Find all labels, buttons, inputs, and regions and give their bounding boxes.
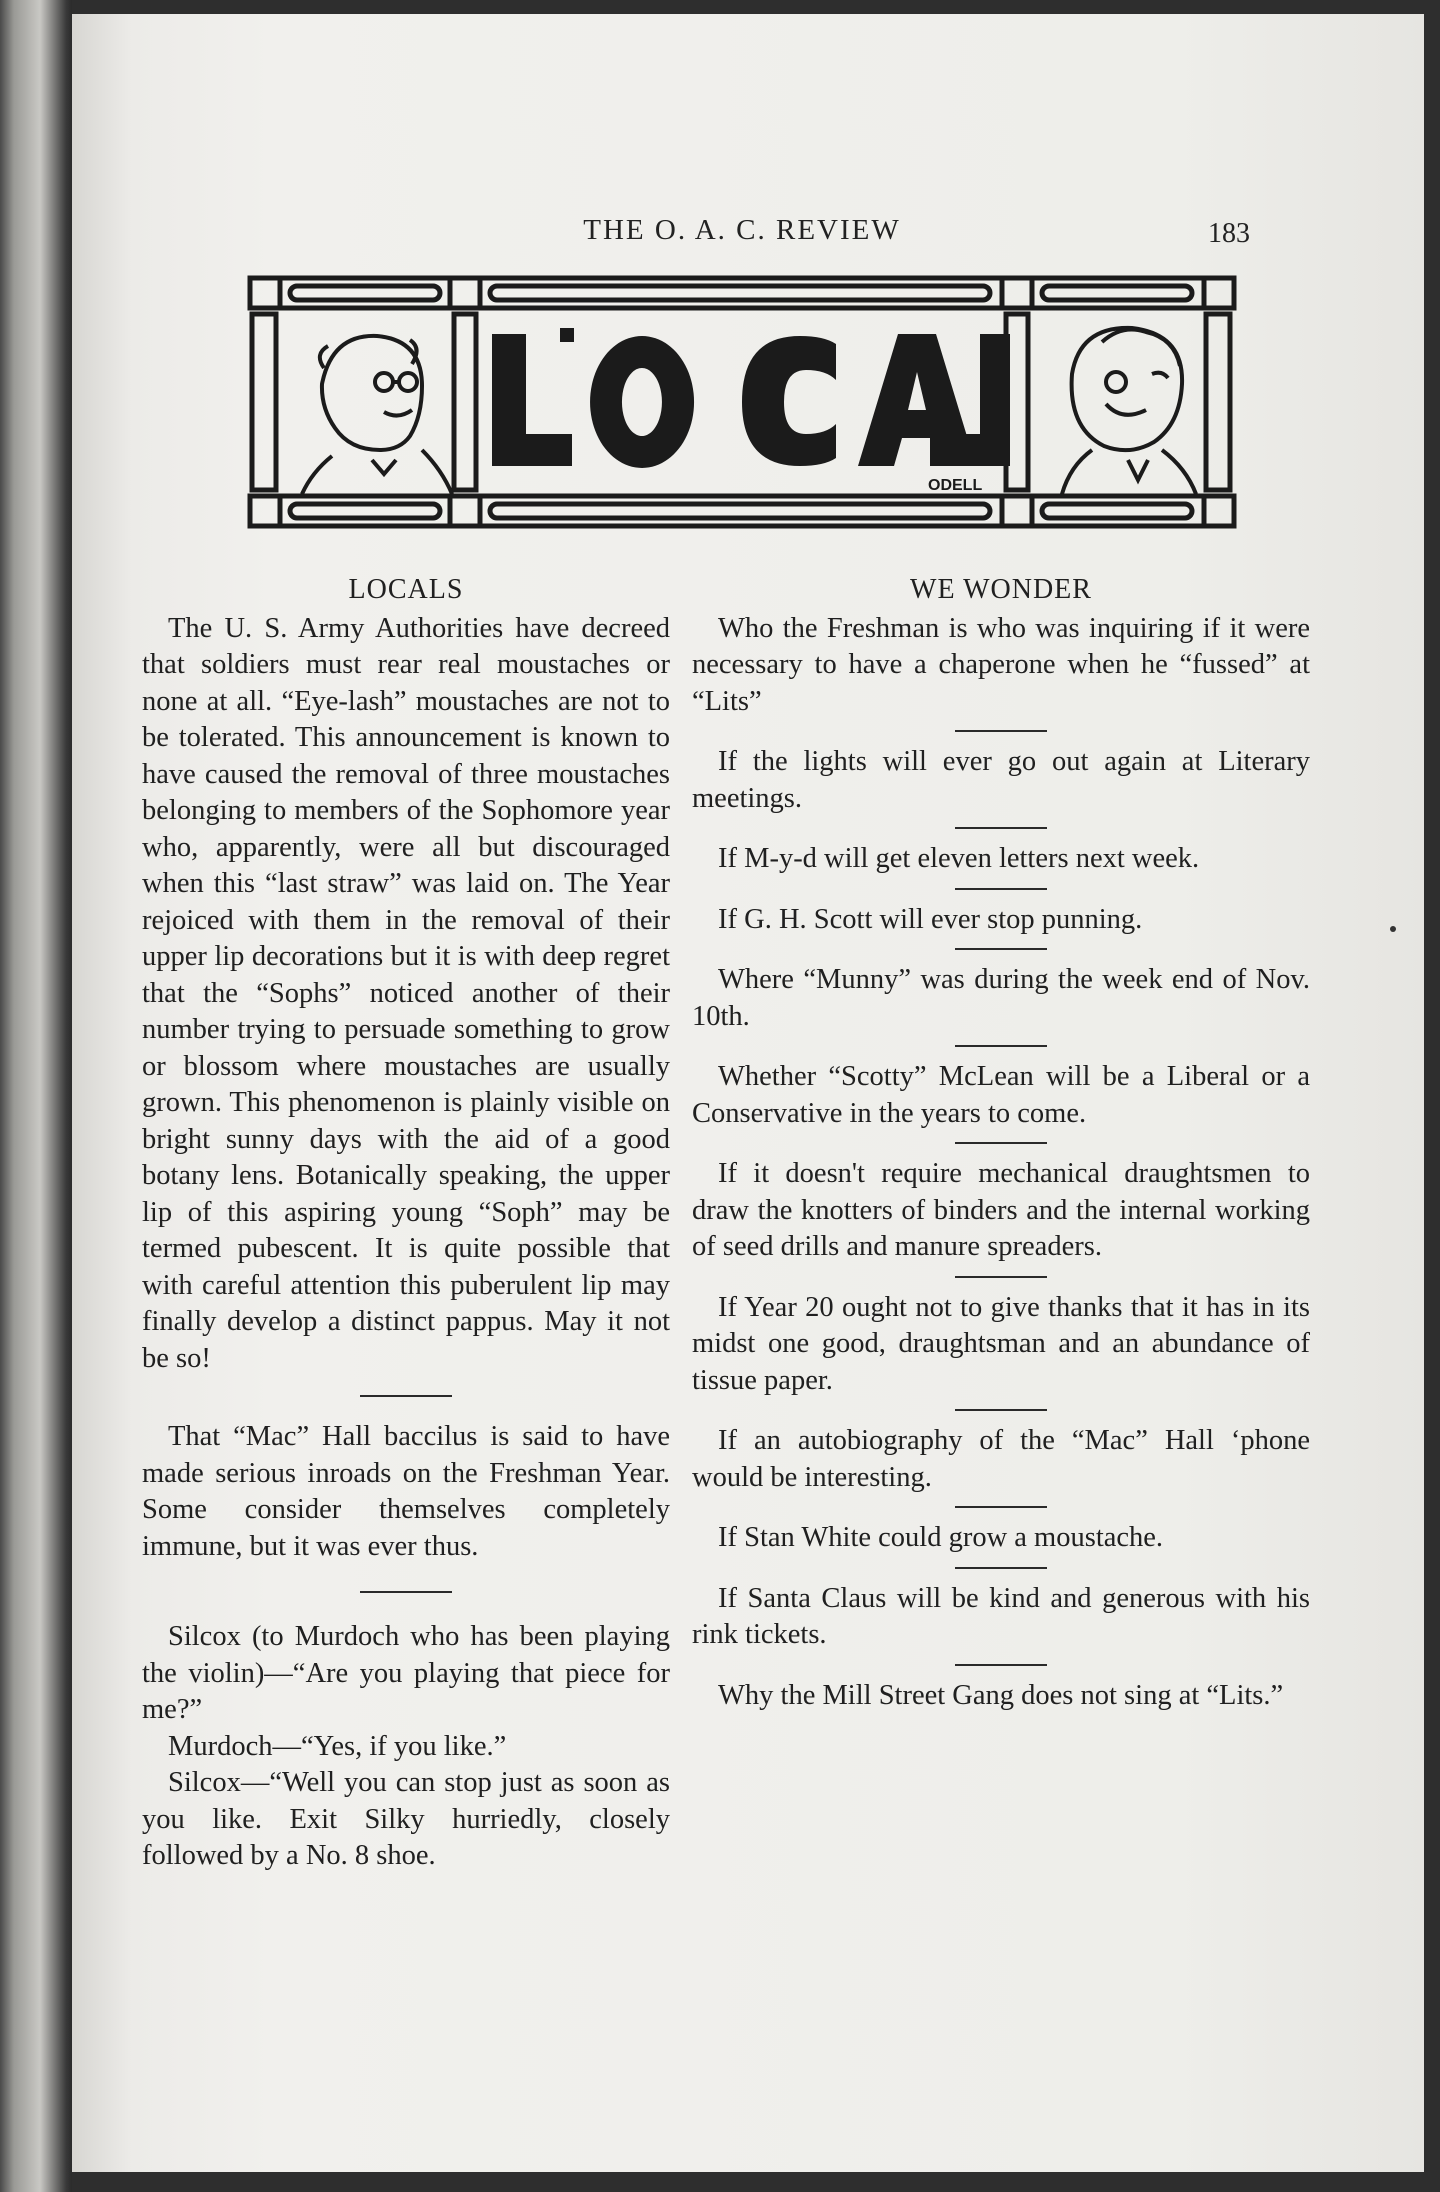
section-divider	[360, 1395, 452, 1397]
item-divider	[955, 1506, 1047, 1508]
page-header	[72, 214, 1424, 264]
item-divider	[955, 888, 1047, 890]
artist-signature: ODELL	[928, 477, 983, 494]
item-divider	[955, 827, 1047, 829]
anecdote-line: Silcox—“Well you can stop just as soon as you like. Exit Silky hurriedly, closely followed by a No. 8 shoe.	[142, 1767, 670, 1871]
wonder-item: If Year 20 ought not to give thanks that it has in its midst one good, draughtsman and an abundance of tissue paper.	[692, 1291, 1310, 1396]
anecdote-line: Silcox (to Murdoch who has been playing the violin)—“Are you playing that piece for me?”	[142, 1621, 670, 1725]
we-wonder-column	[692, 572, 1310, 1714]
item-divider	[955, 1664, 1047, 1666]
item-divider	[955, 1409, 1047, 1411]
wonder-item: If Stan White could grow a moustache.	[718, 1522, 1164, 1553]
wonder-item: If it doesn't require mechanical draughtsmen to draw the knotters of binders and the internal working of seed drills and manure spreaders.	[692, 1158, 1310, 1262]
item-divider	[955, 1045, 1047, 1047]
locals-paragraph: That “Mac” Hall baccilus is said to have made serious inroads on the Freshman Year. Some consider themselves completely immune, but it was ever thus.	[142, 1421, 670, 1562]
right-caricature	[1062, 328, 1196, 494]
locals-banner-illustration	[172, 264, 1312, 540]
section-divider	[360, 1591, 452, 1593]
wonder-item: If G. H. Scott will ever stop punning.	[718, 903, 1143, 935]
item-divider	[955, 948, 1047, 950]
wonder-item: Who the Freshman is who was inquiring if it were necessary to have a chaperone when he “fussed” at “Lits”	[692, 612, 1310, 717]
locals-paragraph: The U. S. Army Authorities have decreed that soldiers must rear real moustaches or none at all. “Eye-lash” moustaches are not to be tolerated. This announcement is known to have caused the removal of three moustaches belonging to members of the Sophomore year who, apparently, were all but discouraged when this “last straw” was laid on. The Year rejoiced with them in the removal of their upper lip decorations but it is with deep regret that the “Sophs” noticed another of their number trying to persuade something to grow or blossom where moustaches are usually grown. This phenomenon is plainly visible on bright sunny days with the aid of a good botany lens. Botanically speaking, the upper lip of this aspiring young “Soph” may be termed pubescent. It is quite possible that with careful attention this puberulent lip may finally develop a distinct pappus. May it not be so!	[142, 612, 670, 1374]
left-caricature	[302, 336, 452, 494]
wonder-item: If an autobiography of the “Mac” Hall ‘phone would be interesting.	[692, 1425, 1310, 1493]
we-wonder-heading: WE WONDER	[910, 574, 1092, 605]
wonder-item: Whether “Scotty” McLean will be a Liberal or a Conservative in the years to come.	[692, 1061, 1310, 1129]
wonder-item: Why the Mill Street Gang does not sing at “Lits.”	[718, 1679, 1284, 1711]
wonder-item: If the lights will ever go out again at Literary meetings.	[692, 746, 1310, 814]
running-title: THE O. A. C. REVIEW	[583, 214, 901, 246]
locals-heading: LOCALS	[348, 574, 464, 605]
wonder-item: If Santa Claus will be kind and generous with his rink tickets.	[692, 1582, 1310, 1650]
locals-column	[142, 572, 670, 1875]
banner-art	[172, 264, 1312, 540]
item-divider	[955, 1142, 1047, 1144]
wonder-item: Where “Munny” was during the week end of Nov. 10th.	[692, 964, 1310, 1032]
print-speck	[1390, 926, 1396, 932]
wonder-item: If M-y-d will get eleven letters next week.	[718, 843, 1200, 874]
item-divider	[955, 1567, 1047, 1569]
item-divider	[955, 1276, 1047, 1278]
item-divider	[955, 730, 1047, 732]
book-spine-shadow	[0, 0, 72, 2192]
page	[72, 14, 1424, 2172]
locals-lettering	[492, 328, 1010, 468]
anecdote-line: Murdoch—“Yes, if you like.”	[168, 1730, 507, 1762]
signature-mark	[928, 477, 982, 494]
page-number: 183	[1208, 218, 1250, 249]
